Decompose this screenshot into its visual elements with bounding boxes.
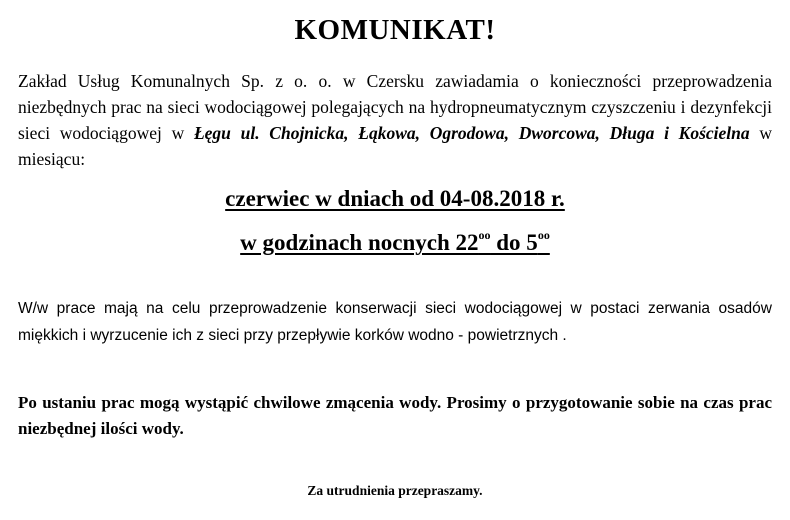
apology-line: Za utrudnienia przepraszamy. [307, 483, 483, 498]
hours-end-superscript: oo [537, 228, 550, 242]
dates-headline [18, 186, 772, 212]
intro-text: Zakład Usług Komunalnych Sp. z o. o. w Czersku zawiadamia o konieczności przeprowadzenia niezbędnych prac na sieci wodociągowej polegających na hydropneumatycznym czyszczeniu i dezynfekcji sieci wodociągowej w [18, 71, 772, 143]
notice-title: KOMUNIKAT! [294, 14, 496, 46]
intro-text-end: w miesiącu: [18, 123, 773, 169]
maintenance-note: W/w prace mają na celu przeprowadzenie konserwacji sieci wodociągowej w postaci zerwania osadów miękkich i wyrzucenie ich z sieci przy przepływie korków wodno - powietrznych . [18, 300, 772, 344]
water-warning: Po ustaniu prac mogą wystąpić chwilowe zmącenia wody. Prosimy o przygotowanie sobie na czas prac niezbędnej ilości wody. [18, 393, 772, 438]
hours-line [240, 230, 550, 255]
hours-prefix: w godzinach nocnych 22 [240, 230, 479, 255]
hours-start-superscript: oo [478, 228, 491, 242]
hours-headline [18, 228, 772, 256]
notice-page [18, 0, 772, 520]
intro-location: Łęgu ul. Chojnicka, Łąkowa, Ogrodowa, Dworcowa, Długa i Kościelna [193, 123, 750, 143]
intro-paragraph [18, 68, 772, 172]
dates-line: czerwiec w dniach od 04-08.2018 r. [225, 186, 565, 211]
hours-middle: do 5 [490, 230, 538, 255]
